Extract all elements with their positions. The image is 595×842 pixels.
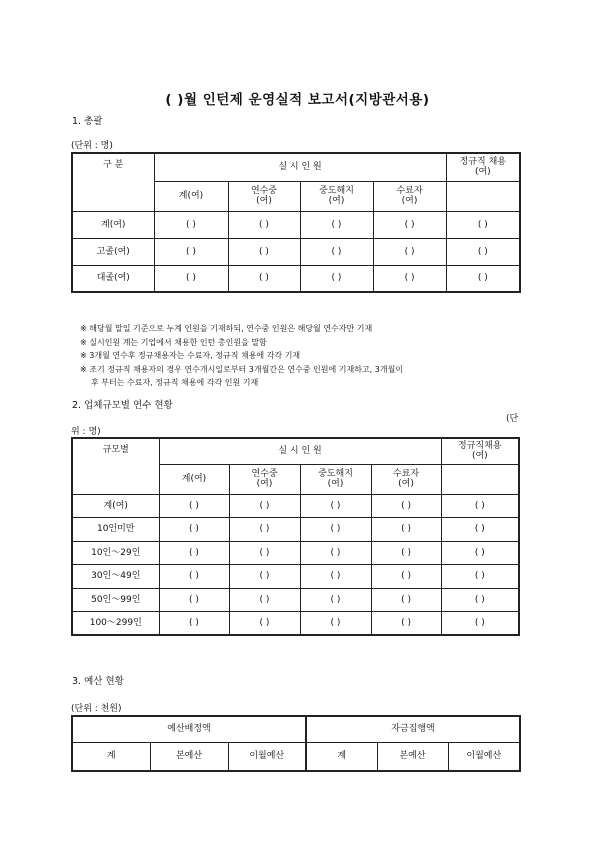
budget-sub-carryover: 이월예산	[228, 742, 306, 771]
table-row	[72, 588, 519, 612]
entry-cell[interactable]: ( )	[441, 588, 519, 612]
header-gubun: 구 분	[72, 153, 154, 211]
header-regular-empty	[441, 464, 519, 494]
table-row	[72, 265, 520, 292]
entry-cell[interactable]: ( )	[441, 518, 519, 542]
entry-cell[interactable]: ( )	[371, 494, 441, 518]
budget-sub-main: 본예산	[377, 742, 448, 771]
note-line: 후 부터는 수료자, 정규직 채용에 각각 인원 기재	[91, 378, 259, 387]
entry-cell[interactable]: ( )	[373, 238, 446, 265]
entry-cell[interactable]: ( )	[300, 238, 373, 265]
row-label: 계(여)	[72, 211, 154, 238]
entry-cell[interactable]: ( )	[300, 612, 371, 636]
entry-cell[interactable]: ( )	[373, 265, 446, 292]
table-row	[72, 238, 520, 265]
entry-cell[interactable]: ( )	[373, 211, 446, 238]
entry-cell[interactable]: ( )	[441, 565, 519, 589]
row-label: 10인미만	[72, 518, 159, 542]
header-regular: 정규직 채용 (여)	[446, 153, 520, 181]
entry-cell[interactable]: ( )	[154, 238, 228, 265]
entry-cell[interactable]: ( )	[300, 541, 371, 565]
table-row	[72, 211, 520, 238]
entry-cell[interactable]: ( )	[300, 588, 371, 612]
header-group: 실 시 인 원	[159, 438, 441, 464]
note-line: ※ 3개월 연수후 정규채용자는 수료자, 정규직 채용에 각각 기재	[80, 351, 301, 360]
section2-unit-b: 위 : 명)	[71, 427, 101, 437]
budget-sub-total: 계	[72, 742, 150, 771]
section1-unit: (단위 : 명)	[71, 141, 113, 151]
note-line: ※ 해당월 말일 기준으로 누계 인원을 기재하되, 연수중 인원은 해당월 연수자만 기재	[80, 324, 373, 333]
header-graduate: 수료자 (여)	[373, 181, 446, 211]
size-table	[71, 437, 520, 636]
entry-cell[interactable]: ( )	[229, 494, 300, 518]
budget-sub-total: 계	[306, 742, 377, 771]
budget-allocated-header: 예산배정액	[72, 716, 306, 742]
section2-unit-a: (단	[506, 414, 519, 424]
header-in-training: 연수중 (여)	[229, 464, 300, 494]
section3-unit: (단위 : 천원)	[71, 704, 122, 714]
entry-cell[interactable]: ( )	[159, 518, 229, 542]
entry-cell[interactable]: ( )	[159, 588, 229, 612]
entry-cell[interactable]: ( )	[300, 494, 371, 518]
summary-table	[71, 152, 521, 293]
row-label: 30인～49인	[72, 565, 159, 589]
row-label: 10인～29인	[72, 541, 159, 565]
entry-cell[interactable]: ( )	[229, 612, 300, 636]
entry-cell[interactable]: ( )	[371, 518, 441, 542]
page-title: ( )월 인턴제 운영실적 보고서(지방관서용)	[165, 92, 430, 108]
row-label: 대졸(여)	[72, 265, 154, 292]
entry-cell[interactable]: ( )	[229, 565, 300, 589]
header-gubun: 규모별	[72, 438, 159, 494]
entry-cell[interactable]: ( )	[441, 612, 519, 636]
row-label: 고졸(여)	[72, 238, 154, 265]
table-row	[72, 541, 519, 565]
entry-cell[interactable]: ( )	[154, 211, 228, 238]
entry-cell[interactable]: ( )	[154, 265, 228, 292]
budget-executed-header: 자금집행액	[306, 716, 520, 742]
section2-heading: 2. 업체규모별 연수 현황	[72, 400, 173, 411]
entry-cell[interactable]: ( )	[159, 612, 229, 636]
header-dropout: 중도해지 (여)	[300, 464, 371, 494]
entry-cell[interactable]: ( )	[446, 265, 520, 292]
note-line: ※ 실시인원 계는 기업에서 채용한 인턴 총인원을 말함	[80, 337, 267, 347]
header-in-training: 연수중 (여)	[228, 181, 300, 211]
entry-cell[interactable]: ( )	[229, 588, 300, 612]
entry-cell[interactable]: ( )	[159, 541, 229, 565]
table-row	[72, 518, 519, 542]
header-total: 계(여)	[159, 464, 229, 494]
header-group: 실 시 인 원	[154, 153, 446, 181]
entry-cell[interactable]: ( )	[228, 238, 300, 265]
entry-cell[interactable]: ( )	[159, 565, 229, 589]
table-row	[72, 565, 519, 589]
entry-cell[interactable]: ( )	[446, 238, 520, 265]
entry-cell[interactable]: ( )	[371, 588, 441, 612]
header-dropout: 중도해지 (여)	[300, 181, 373, 211]
row-label: 100～299인	[72, 612, 159, 636]
entry-cell[interactable]: ( )	[441, 494, 519, 518]
budget-sub-carryover: 이월예산	[448, 742, 520, 771]
budget-sub-main: 본예산	[150, 742, 228, 771]
note-line: ※ 조기 정규직 채용자의 경우 연수개시일로부터 3개월간은 연수중 인원에 기재하고, 3개월이	[80, 364, 404, 374]
entry-cell[interactable]: ( )	[229, 518, 300, 542]
entry-cell[interactable]: ( )	[300, 518, 371, 542]
entry-cell[interactable]: ( )	[300, 211, 373, 238]
entry-cell[interactable]: ( )	[300, 565, 371, 589]
entry-cell[interactable]: ( )	[371, 541, 441, 565]
row-label: 50인～99인	[72, 588, 159, 612]
entry-cell[interactable]: ( )	[159, 494, 229, 518]
entry-cell[interactable]: ( )	[441, 541, 519, 565]
entry-cell[interactable]: ( )	[229, 541, 300, 565]
row-label: 계(여)	[72, 494, 159, 518]
section3-heading: 3. 예산 현황	[72, 676, 124, 687]
section1-heading: 1. 총괄	[72, 116, 103, 127]
header-regular: 정규직채용 (여)	[441, 438, 519, 464]
entry-cell[interactable]: ( )	[228, 211, 300, 238]
notes	[80, 322, 403, 390]
table-row	[72, 612, 519, 636]
entry-cell[interactable]: ( )	[371, 612, 441, 636]
entry-cell[interactable]: ( )	[371, 565, 441, 589]
header-graduate: 수료자 (여)	[371, 464, 441, 494]
header-total: 계(여)	[154, 181, 228, 211]
entry-cell[interactable]: ( )	[228, 265, 300, 292]
header-regular-empty	[446, 181, 520, 211]
entry-cell[interactable]: ( )	[446, 211, 520, 238]
table-row	[72, 494, 519, 518]
budget-table	[71, 715, 521, 772]
entry-cell[interactable]: ( )	[300, 265, 373, 292]
